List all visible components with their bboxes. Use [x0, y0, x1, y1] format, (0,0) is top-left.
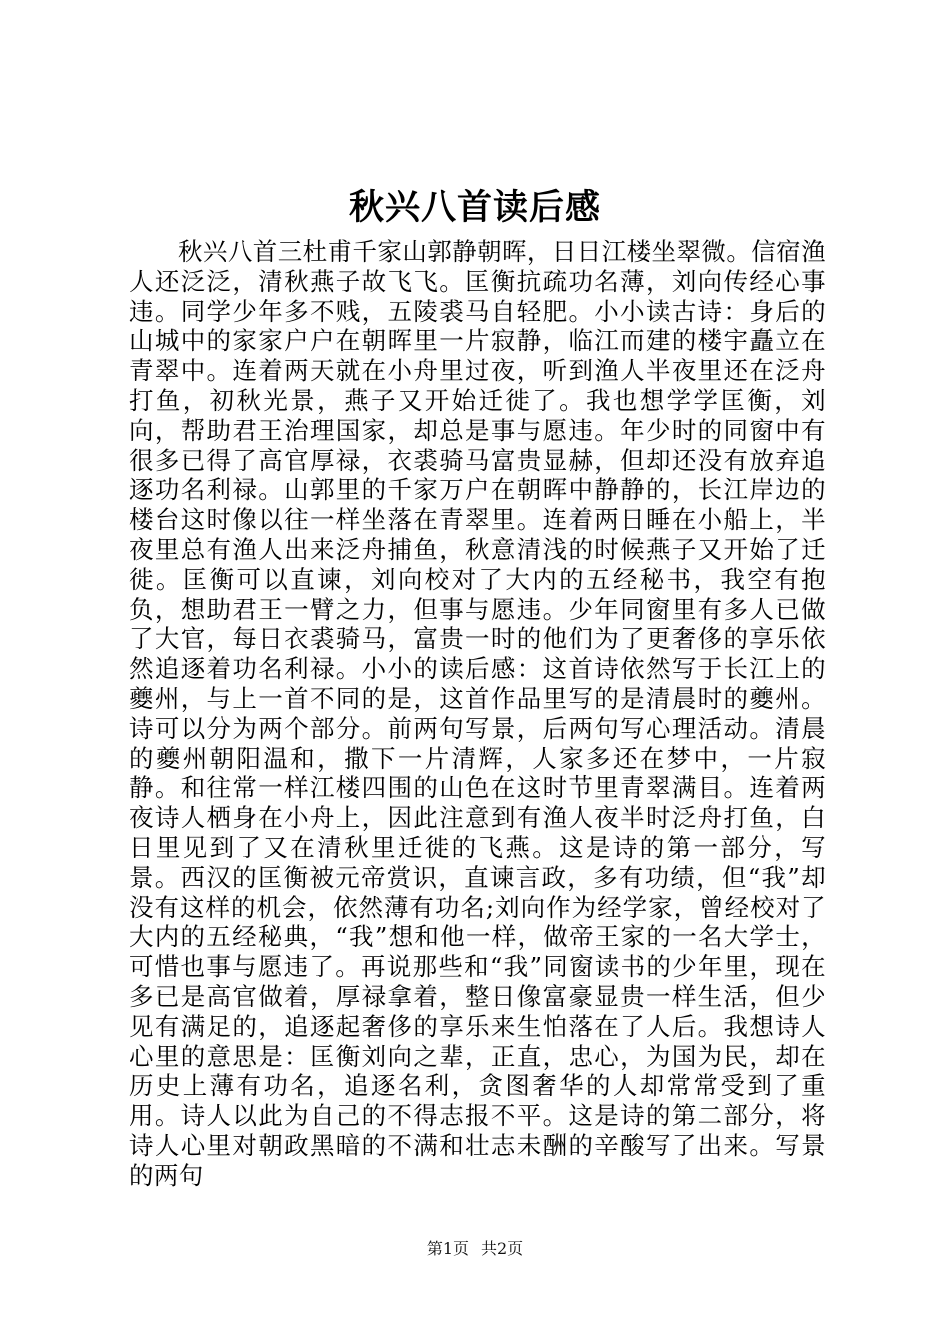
page-total: 共2页 [481, 1239, 524, 1258]
page-number: 第1页 [426, 1239, 469, 1258]
page-footer [0, 1238, 950, 1260]
document-body-text: 秋兴八首三杜甫千家山郭静朝晖，日日江楼坐翠微。信宿渔人还泛泛，清秋燕子故飞飞。匡衡抗疏功名薄，刘向传经心事违。同学少年多不贱，五陵裘马自轻肥。小小读古诗：身后的山城中的家家户户在朝晖里一片寂静，临江而建的楼宇矗立在青翠中。连着两天就在小舟里过夜，听到渔人半夜里还在泛舟打鱼，初秋光景，燕子又开始迁徙了。我也想学学匡衡，刘向，帮助君王治理国家，却总是事与愿违。年少时的同窗中有很多已得了高官厚禄，衣裘骑马富贵显赫，但却还没有放弃追逐功名利禄。山郭里的千家万户在朝晖中静静的，长江岸边的楼台这时像以往一样坐落在青翠里。连着两日睡在小船上，半夜里总有渔人出来泛舟捕鱼，秋意清浅的时候燕子又开始了迁徙。匡衡可以直谏，刘向校对了大内的五经秘书，我空有抱负，想助君王一臂之力，但事与愿违。少年同窗里有多人已做了大官，每日衣裘骑马，富贵一时的他们为了更奢侈的享乐依然追逐着功名利禄。小小的读后感：这首诗依然写于长江上的夔州，与上一首不同的是，这首作品里写的是清晨时的夔州。诗可以分为两个部分。前两句写景，后两句写心理活动。清晨的夔州朝阳温和，撒下一片清辉，人家多还在梦中，一片寂静。和往常一样江楼四围的山色在这时节里青翠满目。连着两夜诗人栖身在小舟上，因此注意到有渔人夜半时泛舟打鱼，白日里见到了又在清秋里迁徙的飞燕。这是诗的第一部分，写景。西汉的匡衡被元帝赏识，直谏言政，多有功绩，但“我”却没有这样的机会，依然薄有功名;刘向作为经学家，曾经校对了大内的五经秘典，“我”想和他一样，做帝王家的一名大学士，可惜也事与愿违了。再说那些和“我”同窗读书的少年里，现在多已是高官做着，厚禄拿着，整日像富豪显贵一样生活，但少见有满足的，追逐起奢侈的享乐来生怕落在了人后。我想诗人心里的意思是：匡衡刘向之辈，正直，忠心，为国为民，却在历史上薄有功名，追逐名利，贪图奢华的人却常常受到了重用。诗人以此为自己的不得志报不平。这是诗的第二部分，将诗人心里对朝政黑暗的不满和壮志未酬的辛酸写了出来。写景的两句 [129, 237, 826, 1190]
document-title: 秋兴八首读后感 [348, 187, 601, 228]
